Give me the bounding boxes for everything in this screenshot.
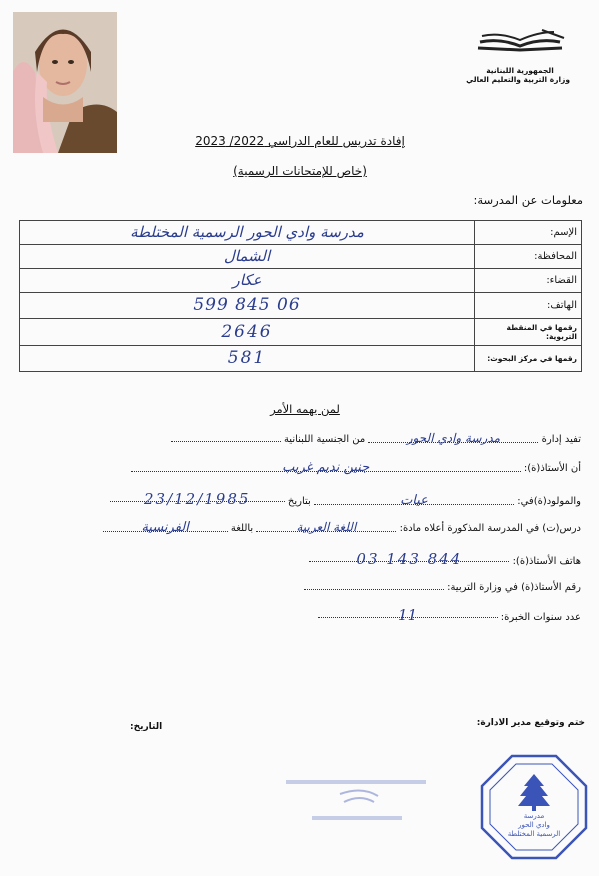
school-phone-value: 06 845 599 xyxy=(193,295,301,316)
line-teacher-phone: هاتف الأستاذ(ة): 03 143 844 xyxy=(21,550,581,567)
cedar-icon xyxy=(478,752,590,862)
teacher-phone-value: 03 143 844 xyxy=(356,550,463,568)
official-stamp xyxy=(478,752,590,862)
signature-icon xyxy=(282,772,430,834)
school-info-table xyxy=(19,220,582,372)
table-row xyxy=(20,345,582,371)
school-name-value: مدرسة وادي الحور الرسمية المختلطة xyxy=(130,223,364,242)
research-number-value: 581 xyxy=(227,348,267,369)
administration-value: مدرسة وادي الحور xyxy=(406,431,501,445)
republic-label: الجمهورية اللبنانية xyxy=(486,66,554,75)
teacher-name-value: جنين نديم غريب xyxy=(282,460,370,475)
applicant-photo xyxy=(13,12,117,153)
school-section-label: معلومات عن المدرسة: xyxy=(473,193,583,207)
table-row xyxy=(20,221,582,245)
birth-date-value: 23/12/1985 xyxy=(143,490,251,508)
governorate-value: الشمال xyxy=(223,247,271,266)
row-label-research-number: رقمها في مركز البحوث: xyxy=(475,345,582,371)
to-whom-heading: لمن يهمه الأمر xyxy=(270,402,340,416)
stamp-text-name: وادي الحور xyxy=(518,821,550,829)
row-label-district: القضاء: xyxy=(475,268,582,292)
line-administration: تفيد إدارة مدرسة وادي الحور من الجنسية اللبنانية xyxy=(21,430,581,445)
line-subject: درس(ت) في المدرسة المذكورة أعلاه مادة: اللغة العربية باللغة الفرنسية xyxy=(16,520,581,534)
table-row xyxy=(20,268,582,292)
table-row xyxy=(20,319,582,345)
open-book-icon xyxy=(472,28,568,62)
region-number-value: 2646 xyxy=(221,321,273,342)
director-signature-label: ختم وتوقيع مدير الادارة: xyxy=(476,718,585,728)
ministry-logo xyxy=(466,28,570,92)
document-subtitle: (خاص للإمتحانات الرسمية) xyxy=(233,164,367,178)
line-experience: عدد سنوات الخبرة: 11 xyxy=(21,606,581,623)
table-row xyxy=(20,292,582,318)
stamp-text-type: الرسمية المختلطة xyxy=(507,830,561,838)
subject-value: اللغة العربية xyxy=(296,520,357,534)
table-row xyxy=(20,244,582,268)
row-label-region-number: رقمها في المنقطة التربوية: xyxy=(475,319,582,345)
row-label-phone: الهاتف: xyxy=(475,292,582,318)
row-label-name: الإسم: xyxy=(475,221,582,245)
document-title: إفادة تدريس للعام الدراسي 2022/ 2023 xyxy=(195,134,405,148)
district-value: عكار xyxy=(232,271,262,290)
ministry-label: وزارة التربية والتعليم العالي xyxy=(466,75,570,84)
school-rect-stamp xyxy=(282,772,430,834)
line-teacher-name: أن الأستاذ(ة): جنين نديم غريب xyxy=(21,460,581,474)
experience-years-value: 11 xyxy=(398,606,418,624)
row-label-governorate: المحافظة: xyxy=(475,244,582,268)
birth-place-value: عيات xyxy=(400,493,428,508)
line-ministry-number: رقم الأستاذ(ة) في وزارة التربية: xyxy=(21,578,581,593)
line-birth: والمولود(ة)في: عيات بتاريخ 23/12/1985 xyxy=(21,490,581,507)
date-label: التاريخ: xyxy=(130,722,163,732)
teaching-language-value: الفرنسية xyxy=(141,520,189,535)
stamp-text-school: مدرسة xyxy=(523,812,545,820)
